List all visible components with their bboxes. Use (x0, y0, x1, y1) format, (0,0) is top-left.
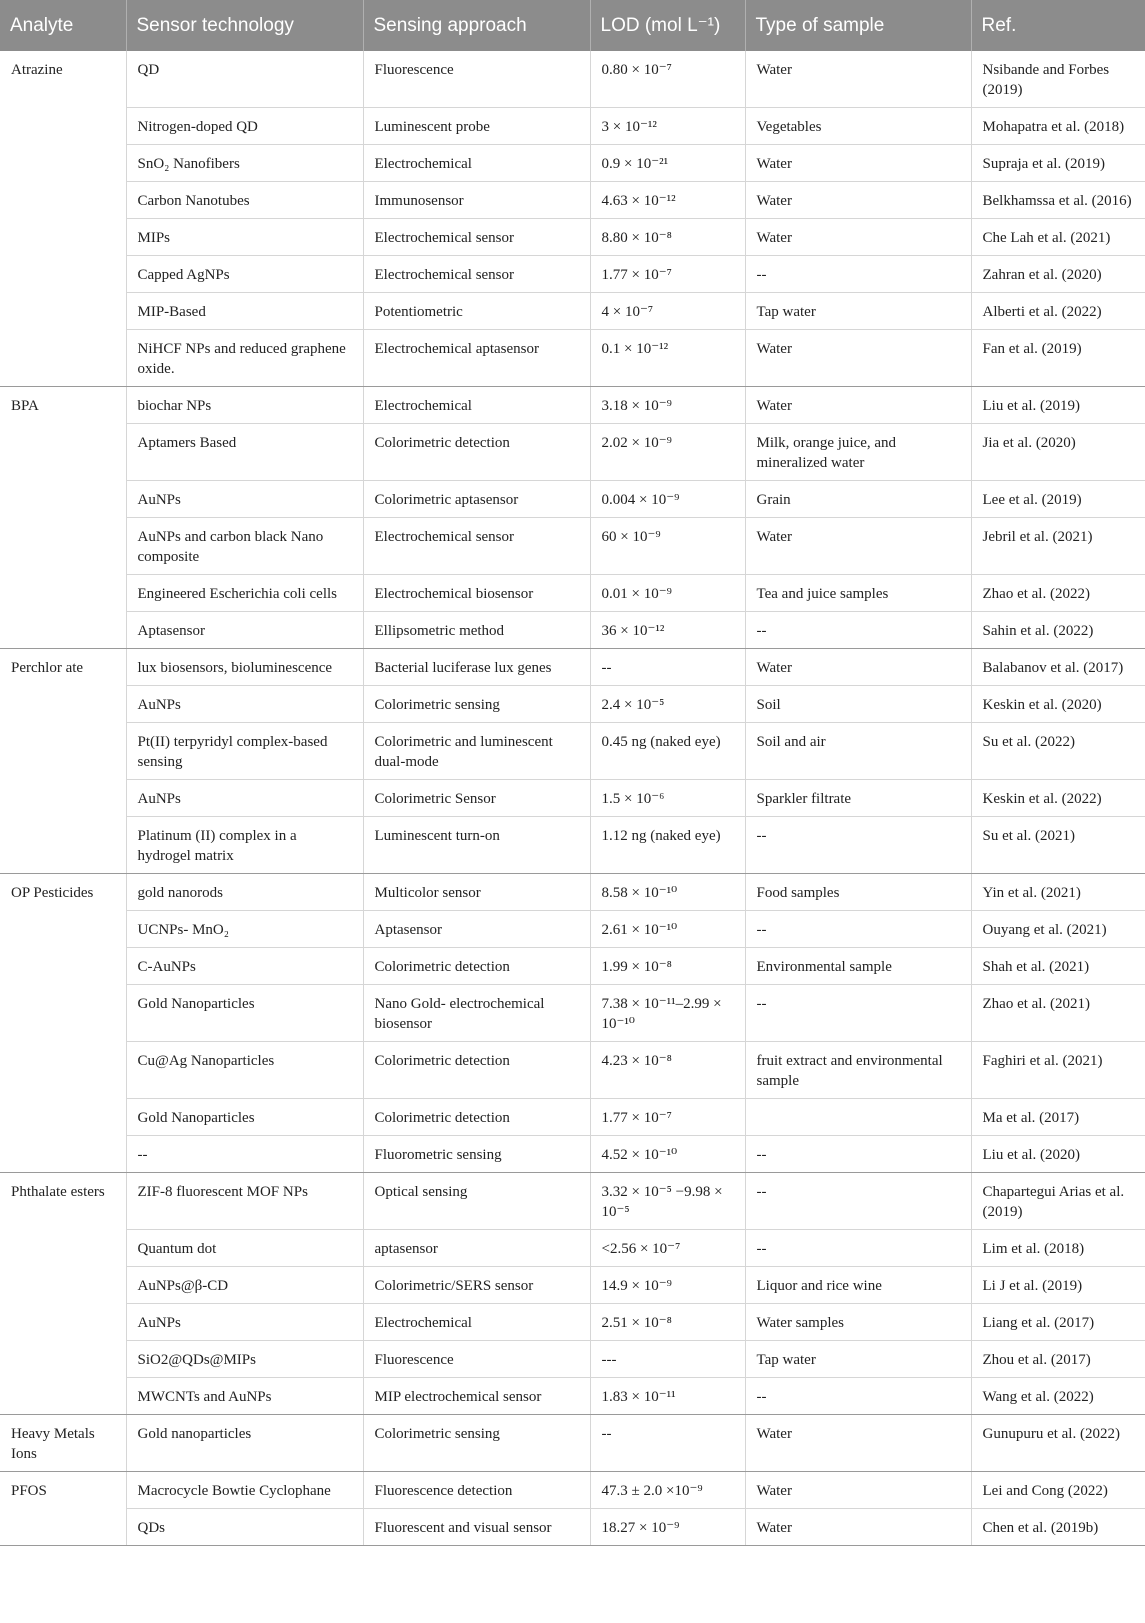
ref-cell: Ma et al. (2017) (971, 1099, 1145, 1136)
lod-cell: 7.38 × 10⁻¹¹–2.99 × 10⁻¹⁰ (590, 985, 745, 1042)
table-row (0, 1378, 1145, 1415)
table-row (0, 612, 1145, 649)
sample-type-cell: -- (745, 817, 971, 874)
ref-cell: Li J et al. (2019) (971, 1267, 1145, 1304)
sample-type-cell: Sparkler filtrate (745, 780, 971, 817)
sensing-approach-cell: Colorimetric detection (363, 948, 590, 985)
lod-cell: 4 × 10⁻⁷ (590, 293, 745, 330)
sensor-technology-cell: SiO2@QDs@MIPs (126, 1341, 363, 1378)
sensing-approach-cell: Fluorescent and visual sensor (363, 1509, 590, 1546)
sensor-technology-cell: lux biosensors, bioluminescence (126, 649, 363, 686)
sample-type-cell: -- (745, 256, 971, 293)
table-row (0, 911, 1145, 948)
table-body (0, 51, 1145, 1546)
sensor-technology-cell: Nitrogen-doped QD (126, 108, 363, 145)
lod-cell: 14.9 × 10⁻⁹ (590, 1267, 745, 1304)
sample-type-cell: Soil and air (745, 723, 971, 780)
lod-cell: 2.61 × 10⁻¹⁰ (590, 911, 745, 948)
table-row (0, 145, 1145, 182)
lod-cell: 1.12 ng (naked eye) (590, 817, 745, 874)
sample-type-cell: -- (745, 1173, 971, 1230)
sensor-technology-cell: NiHCF NPs and reduced graphene oxide. (126, 330, 363, 387)
sensing-approach-cell: Colorimetric aptasensor (363, 481, 590, 518)
sensing-approach-cell: Potentiometric (363, 293, 590, 330)
ref-cell: Supraja et al. (2019) (971, 145, 1145, 182)
sensor-technology-cell: MWCNTs and AuNPs (126, 1378, 363, 1415)
table-row (0, 219, 1145, 256)
ref-cell: Liu et al. (2020) (971, 1136, 1145, 1173)
analyte-cell: Atrazine (0, 51, 126, 387)
lod-cell: 1.77 × 10⁻⁷ (590, 1099, 745, 1136)
lod-cell: 4.63 × 10⁻¹² (590, 182, 745, 219)
table-row (0, 108, 1145, 145)
sensing-approach-cell: MIP electrochemical sensor (363, 1378, 590, 1415)
sample-type-cell: Food samples (745, 874, 971, 911)
sample-type-cell: -- (745, 1378, 971, 1415)
lod-cell: 0.004 × 10⁻⁹ (590, 481, 745, 518)
table-row (0, 985, 1145, 1042)
ref-cell: Che Lah et al. (2021) (971, 219, 1145, 256)
sensing-approach-cell: Electrochemical (363, 1304, 590, 1341)
sample-type-cell: Water (745, 649, 971, 686)
lod-cell: 0.01 × 10⁻⁹ (590, 575, 745, 612)
sensing-approach-cell: Electrochemical sensor (363, 518, 590, 575)
sensing-approach-cell: Colorimetric detection (363, 424, 590, 481)
sensor-technology-cell: biochar NPs (126, 387, 363, 424)
table-row (0, 1304, 1145, 1341)
sample-type-cell: Water (745, 387, 971, 424)
ref-cell: Zhao et al. (2022) (971, 575, 1145, 612)
sensor-technology-cell: Pt(II) terpyridyl complex-based sensing (126, 723, 363, 780)
lod-cell: <2.56 × 10⁻⁷ (590, 1230, 745, 1267)
sensing-approach-cell: Bacterial luciferase lux genes (363, 649, 590, 686)
ref-cell: Lei and Cong (2022) (971, 1472, 1145, 1509)
lod-cell: 2.51 × 10⁻⁸ (590, 1304, 745, 1341)
ref-cell: Balabanov et al. (2017) (971, 649, 1145, 686)
sensing-approach-cell: Immunosensor (363, 182, 590, 219)
sensor-technology-cell: AuNPs (126, 686, 363, 723)
table-row (0, 686, 1145, 723)
table-row (0, 948, 1145, 985)
table-row (0, 1415, 1145, 1472)
table-row (0, 1509, 1145, 1546)
ref-cell: Lim et al. (2018) (971, 1230, 1145, 1267)
table-row (0, 817, 1145, 874)
sample-type-cell: Soil (745, 686, 971, 723)
lod-cell: 3.18 × 10⁻⁹ (590, 387, 745, 424)
sensing-approach-cell: Colorimetric Sensor (363, 780, 590, 817)
sensing-approach-cell: Colorimetric/SERS sensor (363, 1267, 590, 1304)
sample-type-cell: -- (745, 1230, 971, 1267)
lod-cell: 3 × 10⁻¹² (590, 108, 745, 145)
table-row (0, 424, 1145, 481)
ref-cell: Wang et al. (2022) (971, 1378, 1145, 1415)
sensor-technology-cell: Aptasensor (126, 612, 363, 649)
lod-cell: 8.80 × 10⁻⁸ (590, 219, 745, 256)
ref-cell: Chapartegui Arias et al. (2019) (971, 1173, 1145, 1230)
sample-type-cell: Vegetables (745, 108, 971, 145)
sensing-approach-cell: Luminescent probe (363, 108, 590, 145)
sensor-technology-cell: Gold Nanoparticles (126, 1099, 363, 1136)
analyte-cell: BPA (0, 387, 126, 649)
ref-cell: Gunupuru et al. (2022) (971, 1415, 1145, 1472)
sensor-technology-cell: Platinum (II) complex in a hydrogel matrix (126, 817, 363, 874)
sample-type-cell: Water (745, 219, 971, 256)
lod-cell: 3.32 × 10⁻⁵ −9.98 × 10⁻⁵ (590, 1173, 745, 1230)
lod-cell: 4.23 × 10⁻⁸ (590, 1042, 745, 1099)
sensing-approach-cell: Fluorescence detection (363, 1472, 590, 1509)
sample-type-cell: Water (745, 1509, 971, 1546)
ref-cell: Faghiri et al. (2021) (971, 1042, 1145, 1099)
lod-cell: 2.4 × 10⁻⁵ (590, 686, 745, 723)
sensor-technology-cell: AuNPs@β-CD (126, 1267, 363, 1304)
sample-type-cell: -- (745, 985, 971, 1042)
sensing-approach-cell: Ellipsometric method (363, 612, 590, 649)
lod-cell: 0.45 ng (naked eye) (590, 723, 745, 780)
sensor-technology-cell: AuNPs and carbon black Nano composite (126, 518, 363, 575)
table-row (0, 1230, 1145, 1267)
sensor-technology-cell: Capped AgNPs (126, 256, 363, 293)
lod-cell: 47.3 ± 2.0 ×10⁻⁹ (590, 1472, 745, 1509)
lod-cell: 1.83 × 10⁻¹¹ (590, 1378, 745, 1415)
lod-cell: 1.99 × 10⁻⁸ (590, 948, 745, 985)
sensor-technology-cell: QDs (126, 1509, 363, 1546)
table-row (0, 780, 1145, 817)
sensing-approach-cell: Fluorescence (363, 51, 590, 108)
lod-cell: 1.5 × 10⁻⁶ (590, 780, 745, 817)
sensing-approach-cell: Colorimetric detection (363, 1099, 590, 1136)
lod-cell: -- (590, 1415, 745, 1472)
table-row (0, 1341, 1145, 1378)
ref-cell: Lee et al. (2019) (971, 481, 1145, 518)
table-row (0, 1136, 1145, 1173)
sample-type-cell: Milk, orange juice, and mineralized water (745, 424, 971, 481)
ref-cell: Belkhamssa et al. (2016) (971, 182, 1145, 219)
ref-cell: Jebril et al. (2021) (971, 518, 1145, 575)
sensor-technology-cell: Quantum dot (126, 1230, 363, 1267)
sensor-technology-cell: Gold nanoparticles (126, 1415, 363, 1472)
analyte-cell: Heavy Metals Ions (0, 1415, 126, 1472)
sensing-approach-cell: Electrochemical (363, 387, 590, 424)
sensing-approach-cell: Colorimetric sensing (363, 1415, 590, 1472)
ref-cell: Fan et al. (2019) (971, 330, 1145, 387)
sensor-technology-cell: MIPs (126, 219, 363, 256)
lod-cell: -- (590, 649, 745, 686)
sample-type-cell: -- (745, 911, 971, 948)
sample-type-cell: Water (745, 330, 971, 387)
sensing-approach-cell: Electrochemical (363, 145, 590, 182)
sample-type-cell: fruit extract and environmental sample (745, 1042, 971, 1099)
analyte-cell: PFOS (0, 1472, 126, 1546)
ref-cell: Keskin et al. (2022) (971, 780, 1145, 817)
table-header (0, 0, 1145, 51)
ref-cell: Liang et al. (2017) (971, 1304, 1145, 1341)
lod-cell: 60 × 10⁻⁹ (590, 518, 745, 575)
table-row (0, 874, 1145, 911)
lod-cell: --- (590, 1341, 745, 1378)
sensor-technology-cell: Engineered Escherichia coli cells (126, 575, 363, 612)
ref-cell: Su et al. (2022) (971, 723, 1145, 780)
lod-cell: 1.77 × 10⁻⁷ (590, 256, 745, 293)
sensor-technology-cell: C-AuNPs (126, 948, 363, 985)
sensor-technology-cell: SnO₂ Nanofibers (126, 145, 363, 182)
lod-cell: 8.58 × 10⁻¹⁰ (590, 874, 745, 911)
sensing-approach-cell: Colorimetric sensing (363, 686, 590, 723)
sensor-technology-cell: AuNPs (126, 1304, 363, 1341)
sensor-technology-cell: MIP-Based (126, 293, 363, 330)
ref-cell: Zhou et al. (2017) (971, 1341, 1145, 1378)
header-row (0, 0, 1145, 51)
sensing-approach-cell: Colorimetric and luminescent dual-mode (363, 723, 590, 780)
table-row (0, 1173, 1145, 1230)
analyte-cell: OP Pesticides (0, 874, 126, 1173)
sensor-technology-cell: Aptamers Based (126, 424, 363, 481)
sensing-approach-cell: Fluorometric sensing (363, 1136, 590, 1173)
sensor-technology-cell: AuNPs (126, 780, 363, 817)
sensing-approach-cell: Nano Gold- electrochemical biosensor (363, 985, 590, 1042)
sensing-approach-cell: aptasensor (363, 1230, 590, 1267)
lod-cell: 0.9 × 10⁻²¹ (590, 145, 745, 182)
analyte-cell: Phthalate esters (0, 1173, 126, 1415)
sample-type-cell: Tea and juice samples (745, 575, 971, 612)
sensing-approach-cell: Optical sensing (363, 1173, 590, 1230)
sensing-approach-cell: Colorimetric detection (363, 1042, 590, 1099)
sensing-approach-cell: Electrochemical sensor (363, 219, 590, 256)
lod-cell: 18.27 × 10⁻⁹ (590, 1509, 745, 1546)
table-row (0, 1267, 1145, 1304)
sample-type-cell: Water samples (745, 1304, 971, 1341)
sensor-technology-cell: -- (126, 1136, 363, 1173)
lod-cell: 0.1 × 10⁻¹² (590, 330, 745, 387)
sample-type-cell: Water (745, 1472, 971, 1509)
sensor-technology-cell: AuNPs (126, 481, 363, 518)
column-header-ref: Ref. (971, 0, 1145, 51)
ref-cell: Keskin et al. (2020) (971, 686, 1145, 723)
sample-type-cell: Grain (745, 481, 971, 518)
sensor-technology-cell: QD (126, 51, 363, 108)
column-header-sample-type: Type of sample (745, 0, 971, 51)
sample-type-cell: Water (745, 145, 971, 182)
sample-type-cell: -- (745, 1136, 971, 1173)
ref-cell: Shah et al. (2021) (971, 948, 1145, 985)
sample-type-cell: Water (745, 1415, 971, 1472)
table-row (0, 1099, 1145, 1136)
table-row (0, 518, 1145, 575)
sample-type-cell: Tap water (745, 293, 971, 330)
ref-cell: Ouyang et al. (2021) (971, 911, 1145, 948)
table-row (0, 51, 1145, 108)
sensing-approach-cell: Multicolor sensor (363, 874, 590, 911)
sample-type-cell: Water (745, 518, 971, 575)
ref-cell: Alberti et al. (2022) (971, 293, 1145, 330)
lod-cell: 4.52 × 10⁻¹⁰ (590, 1136, 745, 1173)
sample-type-cell: Environmental sample (745, 948, 971, 985)
sample-type-cell: -- (745, 612, 971, 649)
table-row (0, 1042, 1145, 1099)
table-row (0, 330, 1145, 387)
table-row (0, 182, 1145, 219)
ref-cell: Jia et al. (2020) (971, 424, 1145, 481)
analyte-cell: Perchlor ate (0, 649, 126, 874)
sample-type-cell (745, 1099, 971, 1136)
ref-cell: Chen et al. (2019b) (971, 1509, 1145, 1546)
column-header-sensing-approach: Sensing approach (363, 0, 590, 51)
sample-type-cell: Water (745, 51, 971, 108)
ref-cell: Liu et al. (2019) (971, 387, 1145, 424)
table-row (0, 649, 1145, 686)
sensing-approach-cell: Electrochemical sensor (363, 256, 590, 293)
column-header-analyte: Analyte (0, 0, 126, 51)
column-header-sensor-technology: Sensor technology (126, 0, 363, 51)
table-row (0, 723, 1145, 780)
table-row (0, 293, 1145, 330)
sensing-approach-cell: Fluorescence (363, 1341, 590, 1378)
lod-cell: 2.02 × 10⁻⁹ (590, 424, 745, 481)
sensor-technology-cell: UCNPs- MnO₂ (126, 911, 363, 948)
sensing-approach-cell: Electrochemical biosensor (363, 575, 590, 612)
ref-cell: Zhao et al. (2021) (971, 985, 1145, 1042)
ref-cell: Su et al. (2021) (971, 817, 1145, 874)
ref-cell: Mohapatra et al. (2018) (971, 108, 1145, 145)
sensing-approach-cell: Aptasensor (363, 911, 590, 948)
sample-type-cell: Water (745, 182, 971, 219)
table-row (0, 575, 1145, 612)
lod-cell: 0.80 × 10⁻⁷ (590, 51, 745, 108)
sensor-technology-cell: ZIF-8 fluorescent MOF NPs (126, 1173, 363, 1230)
sensor-technology-cell: Carbon Nanotubes (126, 182, 363, 219)
sensor-technology-cell: Cu@Ag Nanoparticles (126, 1042, 363, 1099)
ref-cell: Sahin et al. (2022) (971, 612, 1145, 649)
column-header-lod: LOD (mol L⁻¹) (590, 0, 745, 51)
sensing-approach-cell: Luminescent turn-on (363, 817, 590, 874)
sensor-technology-cell: Gold Nanoparticles (126, 985, 363, 1042)
sensor-technology-cell: Macrocycle Bowtie Cyclophane (126, 1472, 363, 1509)
sample-type-cell: Liquor and rice wine (745, 1267, 971, 1304)
ref-cell: Zahran et al. (2020) (971, 256, 1145, 293)
sensor-technology-cell: gold nanorods (126, 874, 363, 911)
lod-cell: 36 × 10⁻¹² (590, 612, 745, 649)
sample-type-cell: Tap water (745, 1341, 971, 1378)
ref-cell: Nsibande and Forbes (2019) (971, 51, 1145, 108)
table-row (0, 256, 1145, 293)
table-row (0, 481, 1145, 518)
ref-cell: Yin et al. (2021) (971, 874, 1145, 911)
sensing-approach-cell: Electrochemical aptasensor (363, 330, 590, 387)
table-row (0, 387, 1145, 424)
table-row (0, 1472, 1145, 1509)
